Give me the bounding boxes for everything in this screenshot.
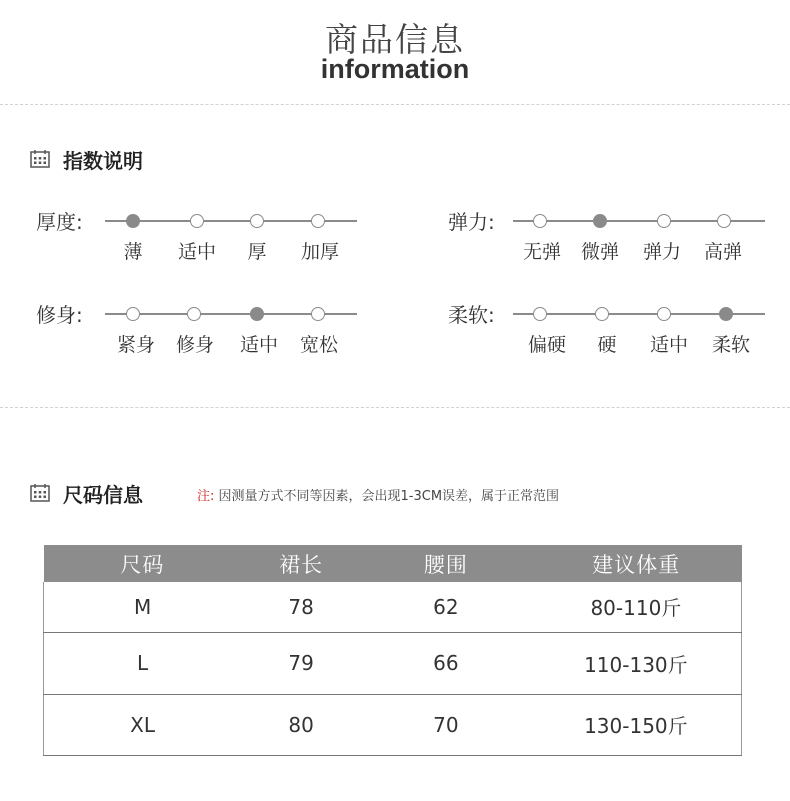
calendar-icon: [30, 150, 50, 168]
table-header: 腰围: [361, 545, 531, 582]
table-row: [44, 694, 742, 755]
table-header: 裙长: [241, 545, 361, 582]
page-title: 商品信息: [325, 20, 465, 59]
table-cell: 80: [241, 694, 361, 755]
scale-option: 硬: [597, 334, 617, 356]
scale-option: 宽松: [299, 334, 338, 356]
scale-label: 柔软:: [448, 303, 495, 327]
table-cell: 66: [361, 632, 531, 694]
scale-option: 弹力: [642, 241, 681, 263]
scale-option: 紧身: [116, 334, 155, 356]
divider: [0, 104, 790, 105]
scale-dot: [187, 307, 201, 321]
scale-dot: [311, 214, 325, 228]
scale-option: 适中: [239, 334, 278, 356]
table-row: [44, 582, 742, 632]
calendar-icon: [30, 484, 50, 502]
page-subtitle: information: [320, 54, 470, 84]
scale-label: 弹力:: [448, 210, 495, 234]
table-row: [44, 632, 742, 694]
scale-dot: [533, 214, 547, 228]
table-cell: 110-130斤: [531, 632, 742, 694]
scale-dot: [190, 214, 204, 228]
size-table: [43, 545, 742, 756]
scale-dot: [595, 307, 609, 321]
table-cell: L: [44, 632, 242, 694]
scale-option: 偏硬: [527, 334, 566, 356]
divider: [0, 407, 790, 408]
section-title-size: 尺码信息: [63, 483, 143, 507]
table-header: 尺码: [44, 545, 242, 582]
scale-dot: [657, 214, 671, 228]
scale-dot: [657, 307, 671, 321]
table-cell: XL: [44, 694, 242, 755]
scale-dot: [250, 214, 264, 228]
scale-option: 修身: [175, 334, 214, 356]
table-cell: 62: [361, 582, 531, 632]
scale-dot-selected: [250, 307, 264, 321]
table-cell: 70: [361, 694, 531, 755]
scale-dot: [717, 214, 731, 228]
scale-option: 高弹: [703, 241, 742, 263]
scale-option: 微弹: [580, 241, 619, 263]
scale-option: 无弹: [522, 241, 561, 263]
scale-dot-selected: [719, 307, 733, 321]
table-cell: 130-150斤: [531, 694, 742, 755]
scale-dot-selected: [126, 214, 140, 228]
scale-label: 厚度:: [36, 210, 83, 234]
scale-option: 加厚: [300, 241, 339, 263]
section-title-index: 指数说明: [63, 149, 143, 173]
table-header-row: [44, 545, 742, 582]
scale-option: 适中: [177, 241, 216, 263]
scale-option: 厚: [247, 241, 267, 263]
scale-option: 柔软: [711, 334, 750, 356]
table-header: 建议体重: [531, 545, 742, 582]
scale-dot: [311, 307, 325, 321]
table-cell: 80-110斤: [531, 582, 742, 632]
note-prefix: 注:: [197, 489, 215, 504]
scale-option: 薄: [123, 241, 143, 263]
size-note: [197, 485, 559, 504]
scale-dot: [533, 307, 547, 321]
note-text: 因测量方式不同等因素，会出现1-3CM误差，属于正常范围: [218, 489, 560, 504]
scale-option: 适中: [649, 334, 688, 356]
scale-dot: [126, 307, 140, 321]
table-cell: 78: [241, 582, 361, 632]
table-cell: 79: [241, 632, 361, 694]
scale-label: 修身:: [36, 303, 83, 327]
scale-dot-selected: [593, 214, 607, 228]
table-cell: M: [44, 582, 242, 632]
